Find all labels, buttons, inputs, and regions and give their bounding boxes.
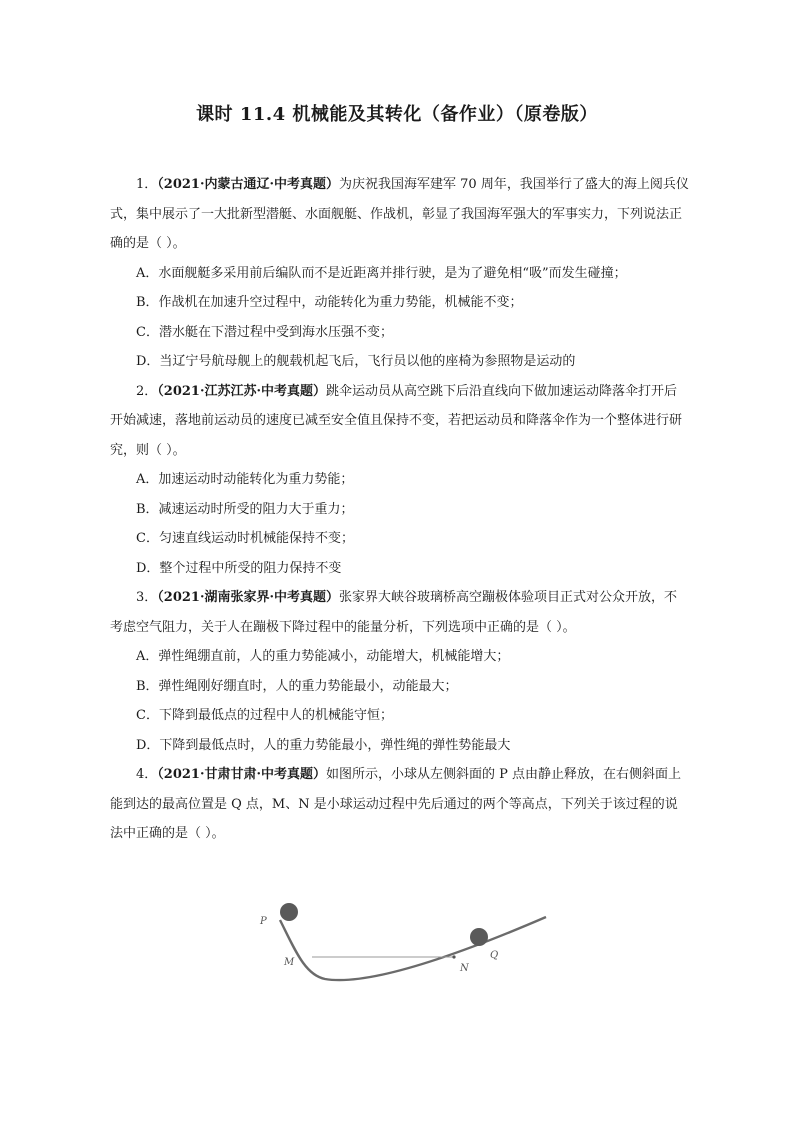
point-n <box>452 955 455 958</box>
question-source: （2021·甘肃甘肃·中考真题） <box>157 767 327 782</box>
question-text: 张家界大峡谷玻璃桥高空蹦极体验项目正式对公众开放，不考虑空气阻力，关于人在蹦极下降过程中的能量分析，下列选项中正确的是（ ）。 <box>110 590 678 635</box>
question-text: 跳伞运动员从高空跳下后沿直线向下做加速运动降落伞打开后开始减速，落地前运动员的速度已减至安全值且保持不变，若把运动员和降落伞作为一个整体进行研究，则（ ）。 <box>110 383 683 458</box>
label-q: Q <box>490 950 499 961</box>
question-stem <box>110 583 690 642</box>
question-source: （2021·江苏江苏·中考真题） <box>157 383 327 399</box>
question-number: 4． <box>136 767 158 782</box>
question-list <box>110 170 690 849</box>
question-3 <box>110 583 690 760</box>
question-stem <box>110 760 690 849</box>
question-source: （2021·内蒙古通辽·中考真题） <box>157 177 340 192</box>
option-d: D．整个过程中所受的阻力保持不变 <box>136 560 342 576</box>
option-d: D．当辽宁号航母舰上的舰载机起飞后，飞行员以他的座椅为参照物是运动的 <box>136 354 576 369</box>
label-n: N <box>460 963 469 974</box>
option-b: B．弹性绳刚好绷直时，人的重力势能最小，动能最大； <box>136 678 458 694</box>
question-text: 如图所示，小球从左侧斜面的 P 点由静止释放，在右侧斜面上能到达的最高位置是 Q 点，M、N 是小球运动过程中先后通过的两个等高点，下列关于该过程的说法中正确的是（ ）。 <box>110 767 682 841</box>
label-m: M <box>284 957 295 968</box>
question-text: 为庆祝我国海军建军 70 周年，我国举行了盛大的海上阅兵仪式，集中展示了一大批新型潜艇、水面舰艇、作战机，彰显了我国海军强大的军事实力，下列说法正确的是（ ）。 <box>110 177 689 251</box>
option-a: A．加速运动时动能转化为重力势能； <box>136 472 354 487</box>
option-d: D．下降到最低点时，人的重力势能最小，弹性绳的弹性势能最大 <box>136 737 511 753</box>
question-number: 3． <box>136 590 158 605</box>
option-c: C．潜水艇在下潜过程中受到海水压强不变； <box>136 324 393 340</box>
question-stem <box>110 170 690 259</box>
option-a: A．水面舰艇多采用前后编队而不是近距离并排行驶，是为了避免相“吸”而发生碰撞； <box>136 265 627 281</box>
option-a: A．弹性绳绷直前，人的重力势能减小，动能增大，机械能增大； <box>136 649 510 664</box>
question-number: 1． <box>136 177 158 192</box>
question-1 <box>110 170 690 377</box>
question-2 <box>110 377 690 584</box>
track-figure <box>250 895 550 1005</box>
option-b: B．作战机在加速升空过程中，动能转化为重力势能，机械能不变； <box>136 295 523 310</box>
page-title: 课时 11.4 机械能及其转化（备作业）（原卷版） <box>196 104 598 125</box>
question-number: 2． <box>136 383 158 399</box>
option-c: C．下降到最低点的过程中人的机械能守恒； <box>136 708 393 723</box>
ball-p <box>280 903 298 921</box>
question-source: （2021·湖南张家界·中考真题） <box>157 590 340 605</box>
option-b: B．减速运动时所受的阻力大于重力； <box>136 501 354 517</box>
option-c: C．匀速直线运动时机械能保持不变； <box>136 531 354 546</box>
question-4 <box>110 760 690 849</box>
track-curve <box>280 917 546 980</box>
label-p: P <box>260 916 267 927</box>
question-stem <box>110 377 690 466</box>
ball-near-q <box>470 928 488 946</box>
